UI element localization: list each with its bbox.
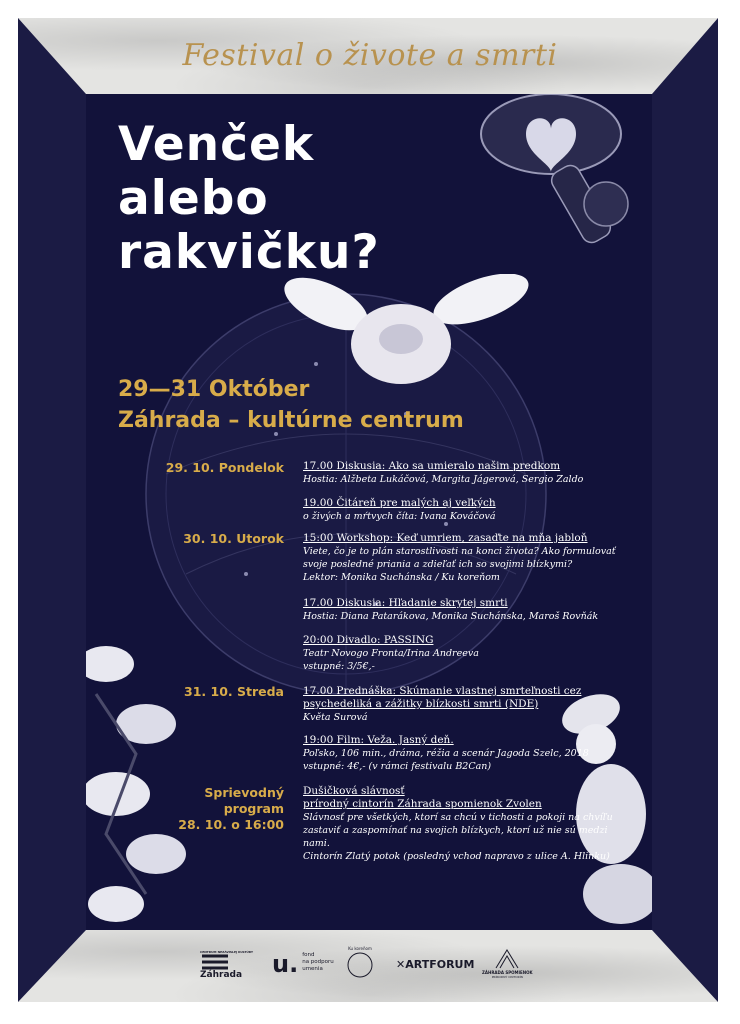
venue-name: Záhrada – kultúrne centrum	[118, 408, 464, 433]
fond-logo-text	[302, 952, 334, 973]
heart-bottle-illustration	[456, 94, 646, 264]
fond-text-2: na podporu	[302, 959, 334, 965]
event-title[interactable]: 17.00 Diskusia: Ako sa umieralo našim predkom	[303, 460, 561, 472]
festival-name: Festival o živote a smrti	[182, 38, 558, 73]
sponsor-logos	[200, 946, 550, 990]
zahrada-spomienok-logo	[482, 948, 533, 979]
artforum-text: ARTFORUM	[405, 958, 475, 971]
event-description: Slávnosť pre všetkých, ktorí sa chcú v tichosti a pokoji na chvíľu	[303, 812, 613, 823]
zahrada-logo-text: Záhrada	[200, 970, 243, 980]
event-description: Poľsko, 106 min., dráma, réžia a scenár Jagoda Szelc, 2018	[303, 748, 589, 759]
event-directions: Cintorín Zlatý potok (posledný vchod napravo z ulice A. Hlinku)	[303, 851, 610, 862]
zahrada-logo-mark	[200, 954, 230, 970]
lily-flowers-illustration	[86, 634, 196, 930]
day-label-wednesday: 31. 10. Streda	[184, 684, 284, 699]
event-title[interactable]: Dušičková slávnosť	[303, 785, 405, 797]
artforum-logo	[396, 958, 474, 971]
ku-korenom-logo	[346, 946, 374, 979]
event-description: Viete, čo je to plán starostlivosti na konci života? Ako formulovať	[303, 546, 616, 557]
accompanying-label-line-1: Sprievodný	[204, 785, 284, 800]
artforum-mark-icon: ✕	[396, 958, 406, 971]
title-line-1: Venček	[118, 117, 315, 172]
zahrada-spomienok-text-1: ZÁHRADA SPOMIENOK	[482, 970, 533, 975]
event-description: Teatr Novogo Fronta/Irina Andreeva	[303, 648, 479, 659]
event-description: Hostia: Diana Patarákova, Monika Suchánska, Maroš Rovňák	[303, 611, 599, 622]
event-item	[303, 460, 583, 486]
event-price: vstupné: 4€,- (v rámci festivalu B2Can)	[303, 761, 492, 772]
fond-text-1: fond	[302, 952, 315, 958]
dates-range: 29—31 Október	[118, 377, 310, 402]
circle-logo-icon	[346, 951, 374, 979]
fond-logo-mark: u.	[272, 950, 299, 978]
fond-na-podporu-umenia-logo	[272, 952, 334, 976]
accompanying-label-line-2: program	[223, 801, 284, 816]
event-item	[303, 634, 479, 673]
event-location[interactable]: prírodný cintorín Záhrada spomienok Zvolen	[303, 798, 542, 810]
day-label-tuesday: 30. 10. Utorok	[183, 531, 284, 546]
event-description: zastaviť a zaspomínať na svojich blízkych, ktorí už nie sú medzi	[303, 825, 608, 836]
event-item	[303, 734, 589, 773]
zahrada-spomienok-mark-icon	[492, 948, 522, 970]
event-price: vstupné: 3/5€,-	[303, 661, 375, 672]
accompanying-label-line-3: 28. 10. o 16:00	[178, 817, 284, 832]
event-description: Hostia: Alžbeta Lukáčová, Margita Jágerová, Sergio Zaldo	[303, 474, 584, 485]
event-item	[303, 685, 581, 724]
event-item	[303, 597, 598, 623]
event-description: o živých a mŕtvych číta: Ivana Kováčová	[303, 511, 496, 522]
zahrada-logo-top: CENTRUM NEZÁVISLEJ KULTÚRY	[200, 950, 254, 954]
event-title[interactable]: 19:00 Film: Veža. Jasný deň.	[303, 734, 454, 746]
event-description: Květa Surová	[303, 712, 368, 723]
event-description: svoje posledné priania a zdieľať ich so svojimi blízkymi?	[303, 559, 573, 570]
day-label-monday: 29. 10. Pondelok	[165, 460, 284, 475]
event-title[interactable]: 15:00 Workshop: Keď umriem, zasaďte na mňa jabloň	[303, 532, 588, 544]
event-title[interactable]: 17.00 Prednáška: Skúmanie vlastnej smrteľnosti cez	[303, 685, 582, 697]
event-title-continued[interactable]: psychedeliká a zážitky blízkosti smrti (NDE)	[303, 698, 539, 710]
accompanying-event	[303, 785, 613, 863]
accompanying-program-label	[178, 785, 284, 833]
title-line-2: alebo	[118, 171, 269, 226]
event-dates	[118, 374, 464, 436]
event-item	[303, 532, 616, 584]
zahrada-logo	[200, 950, 253, 980]
event-lecturer: Lektor: Monika Suchánska / Ku koreňom	[303, 572, 500, 583]
fond-text-3: umenia	[302, 966, 323, 972]
event-item	[303, 497, 496, 523]
zahrada-spomienok-text-2: PRÍRODNÝ CINTORÍN	[491, 975, 523, 979]
event-title[interactable]: 19.00 Čitáreň pre malých aj veľkých	[303, 497, 496, 509]
ku-korenom-text: Ku koreňom	[348, 946, 372, 951]
title-line-3: rakvičku?	[118, 225, 380, 280]
event-title[interactable]: 20:00 Divadlo: PASSING	[303, 634, 434, 646]
event-description: nami.	[303, 838, 330, 849]
poster-title	[118, 118, 380, 280]
event-title[interactable]: 17.00 Diskusia: Hľadanie skrytej smrti	[303, 597, 508, 609]
